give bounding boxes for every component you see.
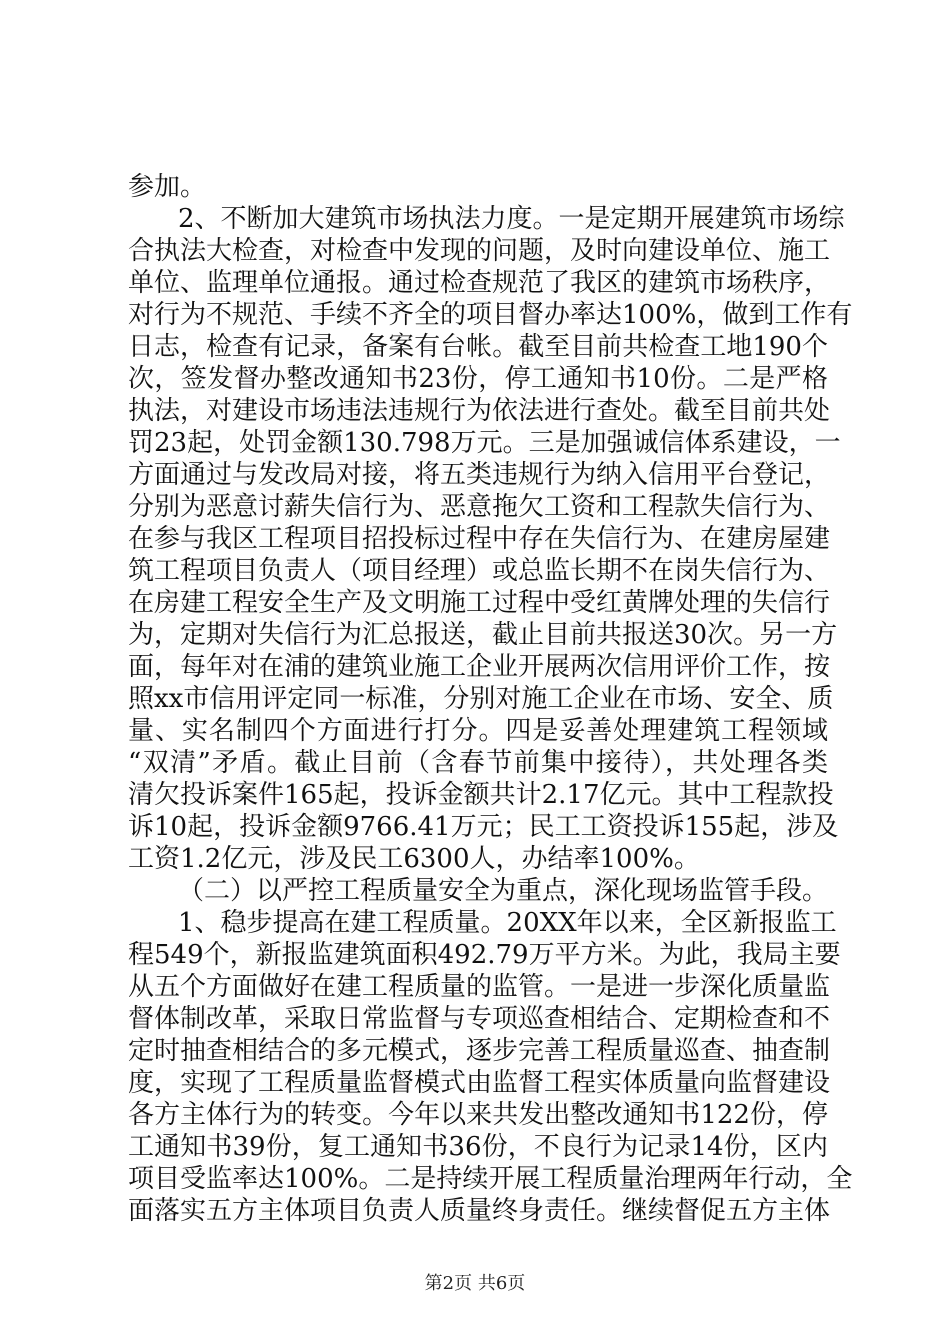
text-line: 参加。 [128, 172, 207, 202]
text-line: 工资1.2亿元，涉及民工6300人，办结率100%。 [128, 844, 700, 874]
text-line: 罚23起，处罚金额130.798万元。三是加强诚信体系建设，一 [128, 428, 841, 458]
text-line: 清欠投诉案件165起，投诉金额共计2.17亿元。其中工程款投 [128, 780, 834, 810]
text-line: 督体制改革，采取日常监督与专项巡查相结合、定期检查和不 [128, 1004, 831, 1034]
text-line: 面，每年对在浦的建筑业施工企业开展两次信用评价工作，按 [128, 652, 831, 682]
text-line: 程549个，新报监建筑面积492.79万平方米。为此，我局主要 [128, 940, 841, 970]
text-line: 合执法大检查，对检查中发现的问题，及时向建设单位、施工 [128, 236, 831, 266]
text-line: 度，实现了工程质量监督模式由监督工程实体质量向监督建设 [128, 1068, 831, 1098]
text-line: 各方主体行为的转变。今年以来共发出整改通知书122份，停 [128, 1100, 828, 1130]
text-line: 筑工程项目负责人（项目经理）或总监长期不在岗失信行为、 [128, 556, 831, 586]
text-line: 方面通过与发改局对接，将五类违规行为纳入信用平台登记， [128, 460, 831, 490]
text-line: 在参与我区工程项目招投标过程中存在失信行为、在建房屋建 [128, 524, 831, 554]
text-line: 定时抽查相结合的多元模式，逐步完善工程质量巡查、抽查制 [128, 1036, 831, 1066]
text-line: 分别为恶意讨薪失信行为、恶意拖欠工资和工程款失信行为、 [128, 492, 831, 522]
text-line: “双清”矛盾。截止目前（含春节前集中接待），共处理各类 [128, 748, 828, 778]
text-line: 单位、监理单位通报。通过检查规范了我区的建筑市场秩序， [128, 268, 831, 298]
text-line: 照xx市信用评定同一标准，分别对施工企业在市场、安全、质 [128, 684, 834, 714]
text-line: 项目受监率达100%。二是持续开展工程质量治理两年行动，全 [128, 1164, 853, 1194]
text-line: 量、实名制四个方面进行打分。四是妥善处理建筑工程领域 [128, 716, 828, 746]
text-line: 工通知书39份，复工通知书36份，不良行为记录14份，区内 [128, 1132, 828, 1162]
page-footer: 第2页 共6页 [424, 1273, 526, 1294]
text-line: 诉10起，投诉金额9766.41万元；民工工资投诉155起，涉及 [128, 812, 839, 842]
text-line: 从五个方面做好在建工程质量的监管。一是进一步深化质量监 [128, 972, 831, 1002]
text-line: 在房建工程安全生产及文明施工过程中受红黄牌处理的失信行 [128, 588, 831, 618]
text-line: 2、不断加大建筑市场执法力度。一是定期开展建筑市场综 [178, 204, 845, 234]
text-line: 为，定期对失信行为汇总报送，截止目前共报送30次。另一方 [128, 620, 838, 650]
text-line: 次，签发督办整改通知书23份，停工通知书10份。二是严格 [128, 364, 828, 394]
text-line: 对行为不规范、手续不齐全的项目督办率达100%，做到工作有 [128, 300, 853, 330]
text-line: 执法，对建设市场违法违规行为依法进行查处。截至目前共处 [128, 396, 831, 426]
text-line: 面落实五方主体项目负责人质量终身责任。继续督促五方主体 [128, 1196, 831, 1226]
text-line: 日志，检查有记录，备案有台帐。截至目前共检查工地190个 [128, 332, 828, 362]
text-line: 1、稳步提高在建工程质量。20XX年以来，全区新报监工 [178, 908, 837, 938]
section-heading: （二）以严控工程质量安全为重点，深化现场监管手段。 [178, 876, 829, 906]
